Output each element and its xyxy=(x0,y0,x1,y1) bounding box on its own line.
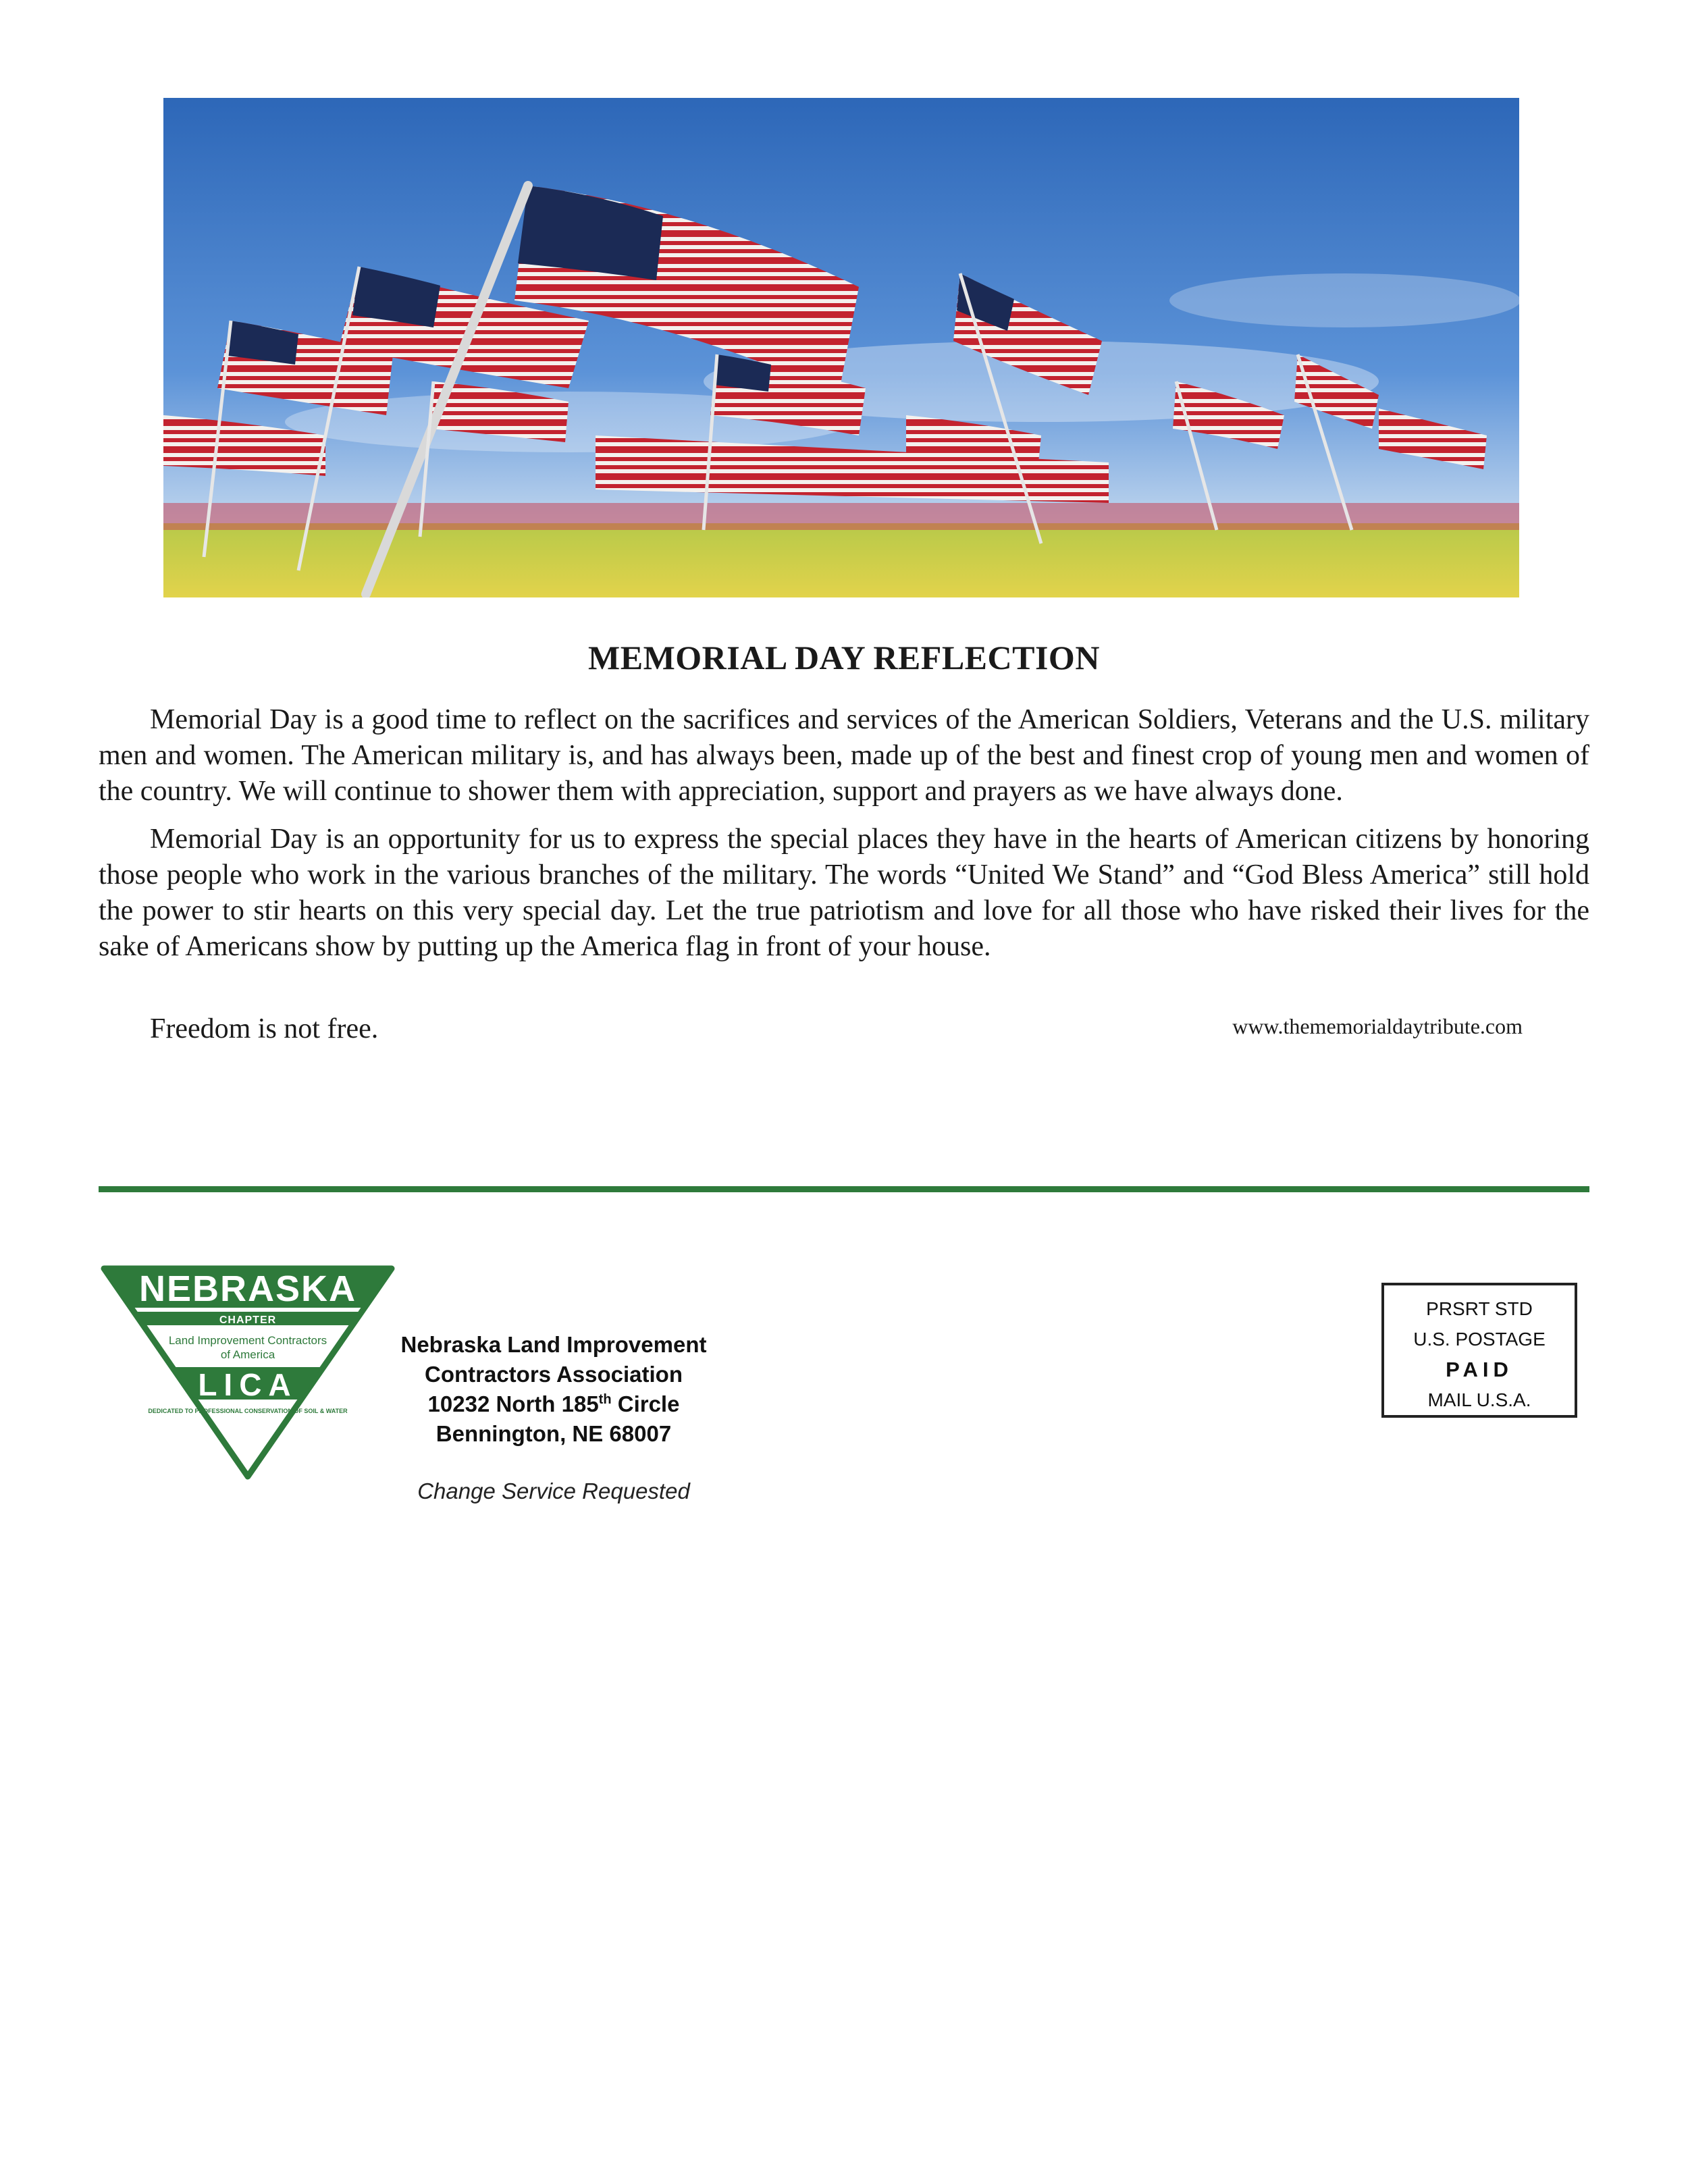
postage-line: PRSRT STD xyxy=(1426,1298,1533,1319)
article-paragraph: Memorial Day is an opportunity for us to express the special places they have in the hearts of American citizens by honoring those people who work in the various branches of the military. The words “United We Stand” and “God Bless America” still hold the power to stir hearts on this very special day. Let the true patriotism and love for all those who have risked their lives for the sake of Americans show by putting up the America flag in front of your house. xyxy=(99,824,1589,962)
address-line: Bennington, NE 68007 xyxy=(436,1421,672,1446)
article-paragraph: Memorial Day is a good time to reflect on the sacrifices and services of the American Soldiers, Veterans and the U.S. military men and women. The American military is, and has always been, made up of the best and finest crop of young men and women of the country. We will continue to shower them with appreciation, support and prayers as we have always done. xyxy=(99,704,1589,807)
svg-text:NEBRASKA: NEBRASKA xyxy=(138,1269,357,1309)
address-line: 10232 North 185th Circle xyxy=(427,1391,680,1416)
return-address xyxy=(378,1330,729,1449)
service-requested: Change Service Requested xyxy=(417,1479,690,1503)
svg-text:Land Improvement Contractors: Land Improvement Contractors xyxy=(168,1334,327,1347)
postage-indicia xyxy=(1381,1283,1577,1418)
closing-line: Freedom is not free. xyxy=(150,1013,379,1044)
source-url: www.thememorialdaytribute.com xyxy=(1232,1014,1523,1038)
svg-text:LICA: LICA xyxy=(198,1367,298,1402)
article-title: MEMORIAL DAY REFLECTION xyxy=(588,639,1100,676)
svg-text:CHAPTER: CHAPTER xyxy=(219,1314,277,1326)
lica-logo xyxy=(99,1264,397,1481)
flags-photo xyxy=(163,98,1519,597)
postage-line: MAIL U.S.A. xyxy=(1427,1389,1531,1410)
article-body xyxy=(99,702,1589,977)
postage-paid: PAID xyxy=(1446,1358,1513,1381)
divider xyxy=(99,1186,1589,1192)
address-line: Nebraska Land Improvement xyxy=(400,1332,707,1357)
address-line: Contractors Association xyxy=(424,1362,683,1387)
svg-text:of America: of America xyxy=(220,1348,275,1361)
svg-text:DEDICATED TO PROFESSIONAL CONS: DEDICATED TO PROFESSIONAL CONSERVATION OF SOIL & WATER xyxy=(148,1408,348,1414)
postage-line: U.S. POSTAGE xyxy=(1413,1329,1546,1350)
